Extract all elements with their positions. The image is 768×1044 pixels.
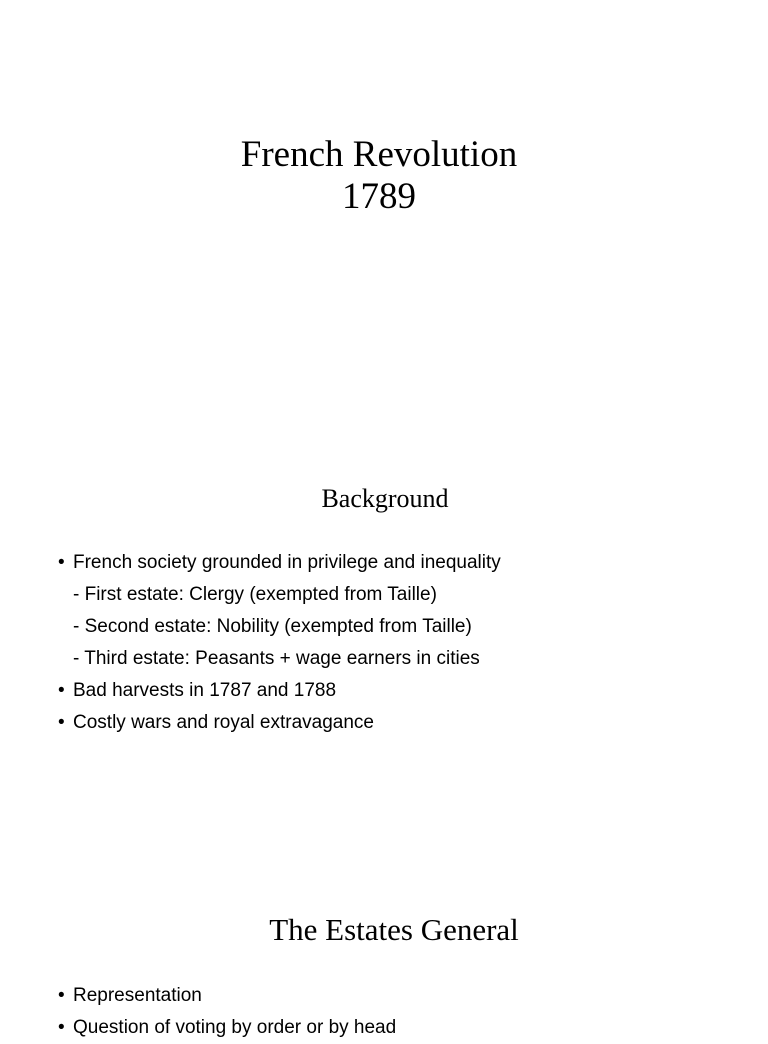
list-item: - Second estate: Nobility (exempted from Taille) — [73, 616, 472, 637]
list-item: • Representation — [58, 980, 396, 1012]
estates-general-heading: The Estates General — [269, 912, 519, 947]
background-heading: Background — [321, 484, 449, 513]
list-item: - Third estate: Peasants + wage earners in cities — [73, 648, 480, 669]
list-item: • Bad harvests in 1787 and 1788 — [58, 675, 501, 707]
estates-general-bullet-list — [58, 980, 396, 1044]
title-line-2: 1789 — [342, 176, 416, 217]
title-line-1: French Revolution — [240, 134, 518, 175]
list-item: • Question of voting by order or by head — [58, 1012, 396, 1044]
list-item: • Costly wars and royal extravagance — [58, 707, 501, 739]
list-item: - First estate: Clergy (exempted from Taille) — [73, 584, 437, 605]
list-item: • French society grounded in privilege and inequality — [58, 547, 501, 579]
